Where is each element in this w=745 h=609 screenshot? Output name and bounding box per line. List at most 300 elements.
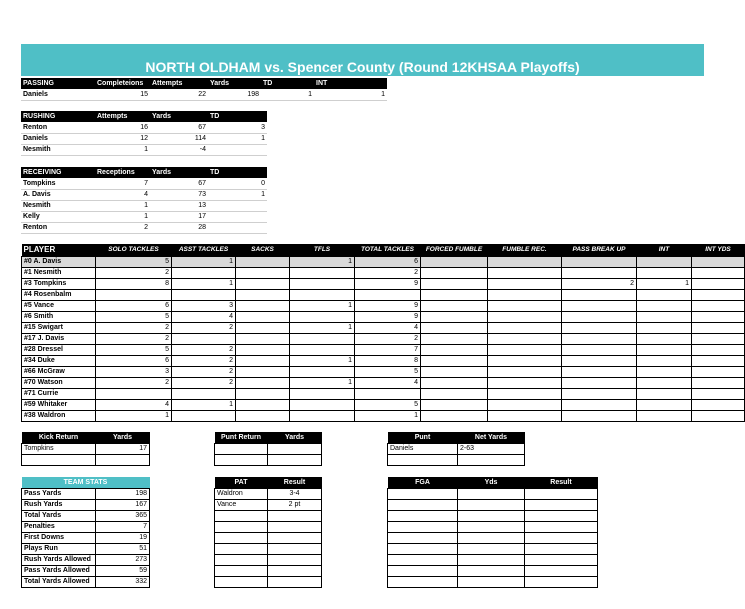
stat-cell[interactable] — [268, 565, 322, 576]
stat-cell[interactable]: 12 — [95, 133, 150, 144]
player-name[interactable] — [388, 499, 458, 510]
stat-cell[interactable] — [562, 311, 637, 322]
player-name[interactable]: #66 McGraw — [22, 366, 96, 377]
stat-cell[interactable] — [236, 377, 290, 388]
stat-cell[interactable]: 5 — [96, 256, 172, 267]
stat-cell[interactable]: 4 — [355, 377, 421, 388]
stat-cell[interactable] — [290, 333, 355, 344]
stat-cell[interactable] — [290, 267, 355, 278]
stat-cell[interactable] — [488, 344, 562, 355]
stat-cell[interactable] — [692, 256, 745, 267]
stat-cell[interactable]: 1 — [95, 144, 150, 155]
stat-cell[interactable]: 19 — [96, 532, 150, 543]
stat-cell[interactable] — [637, 355, 692, 366]
table-row — [22, 454, 150, 465]
kick-return-table — [21, 432, 150, 466]
stat-cell[interactable]: 1 — [172, 278, 236, 289]
stat-cell[interactable] — [488, 355, 562, 366]
player-name[interactable] — [388, 488, 458, 499]
stat-cell[interactable]: 3 — [96, 366, 172, 377]
stat-cell[interactable]: 22 — [150, 89, 208, 100]
stat-cell[interactable] — [458, 454, 525, 465]
stat-cell[interactable] — [290, 311, 355, 322]
stat-cell[interactable]: 2 — [96, 377, 172, 388]
stat-cell[interactable] — [637, 333, 692, 344]
stat-cell[interactable] — [488, 311, 562, 322]
stat-cell[interactable] — [692, 355, 745, 366]
stat-cell[interactable]: 6 — [96, 355, 172, 366]
stat-cell[interactable] — [458, 499, 525, 510]
player-name[interactable] — [215, 532, 268, 543]
stat-cell[interactable]: 2 — [172, 366, 236, 377]
stat-cell[interactable] — [458, 488, 525, 499]
stat-cell[interactable] — [488, 278, 562, 289]
stat-label[interactable]: Rush Yards Allowed — [22, 554, 96, 565]
stat-cell[interactable] — [488, 300, 562, 311]
table-row — [22, 532, 150, 543]
stat-cell[interactable] — [236, 355, 290, 366]
stat-cell[interactable] — [355, 388, 421, 399]
stat-cell[interactable] — [458, 554, 525, 565]
stat-cell[interactable] — [421, 344, 488, 355]
stat-cell[interactable] — [562, 289, 637, 300]
stat-cell[interactable] — [637, 267, 692, 278]
player-name[interactable] — [22, 454, 96, 465]
stat-cell[interactable] — [488, 377, 562, 388]
player-name[interactable]: Tompkins — [22, 443, 96, 454]
stat-cell[interactable] — [692, 377, 745, 388]
stat-cell[interactable] — [525, 576, 598, 587]
player-name[interactable]: Tompkins — [21, 178, 95, 189]
player-name[interactable] — [388, 543, 458, 554]
stat-cell[interactable] — [290, 289, 355, 300]
stat-cell[interactable]: -4 — [150, 144, 208, 155]
stat-cell[interactable] — [458, 576, 525, 587]
stat-cell[interactable] — [421, 267, 488, 278]
player-name[interactable]: #4 Rosenbalm — [22, 289, 96, 300]
stat-cell[interactable]: 9 — [355, 300, 421, 311]
stat-cell[interactable]: 1 — [314, 89, 387, 100]
table-row — [215, 454, 322, 465]
stat-cell[interactable]: 17 — [150, 211, 208, 222]
stat-cell[interactable] — [236, 256, 290, 267]
stat-cell[interactable]: 4 — [95, 189, 150, 200]
stat-label[interactable]: Pass Yards — [22, 488, 96, 499]
stat-cell[interactable] — [562, 256, 637, 267]
player-name[interactable]: Renton — [21, 122, 95, 133]
player-name[interactable] — [215, 510, 268, 521]
stat-cell[interactable] — [236, 333, 290, 344]
stat-cell[interactable] — [236, 388, 290, 399]
kick-return-header — [22, 432, 150, 443]
defense-header-cell: INT YDS — [692, 244, 745, 256]
stat-cell[interactable]: 8 — [355, 355, 421, 366]
stat-cell[interactable]: 1 — [96, 410, 172, 421]
stat-cell[interactable] — [562, 388, 637, 399]
stat-cell[interactable] — [562, 333, 637, 344]
stat-cell[interactable]: 1 — [290, 256, 355, 267]
stat-cell[interactable] — [421, 256, 488, 267]
stat-cell[interactable] — [692, 366, 745, 377]
player-name[interactable]: #17 J. Davis — [22, 333, 96, 344]
player-name[interactable] — [388, 565, 458, 576]
stat-cell[interactable] — [268, 532, 322, 543]
stat-cell[interactable]: 1 — [95, 200, 150, 211]
stat-cell[interactable]: 2 — [172, 322, 236, 333]
passing-header-cell: Completeions — [95, 78, 150, 89]
stat-cell[interactable] — [421, 333, 488, 344]
player-name[interactable] — [215, 565, 268, 576]
table-row — [22, 510, 150, 521]
stat-cell[interactable]: 332 — [96, 576, 150, 587]
stat-cell[interactable]: 2 — [355, 333, 421, 344]
stat-cell[interactable] — [692, 410, 745, 421]
stat-cell[interactable] — [488, 410, 562, 421]
stat-cell[interactable] — [421, 300, 488, 311]
stat-cell[interactable]: 9 — [355, 311, 421, 322]
stat-cell[interactable] — [637, 300, 692, 311]
stat-cell[interactable]: 4 — [96, 399, 172, 410]
player-name[interactable]: #59 Whitaker — [22, 399, 96, 410]
stat-cell[interactable] — [290, 366, 355, 377]
team-stats-table — [21, 477, 150, 588]
stat-cell[interactable] — [458, 532, 525, 543]
stat-cell[interactable] — [421, 355, 488, 366]
stat-cell[interactable] — [692, 399, 745, 410]
stat-cell[interactable]: 198 — [96, 488, 150, 499]
stat-cell[interactable]: 2 — [172, 377, 236, 388]
receiving-table — [21, 167, 267, 234]
stat-cell[interactable] — [421, 388, 488, 399]
player-name[interactable]: Nesmith — [21, 200, 95, 211]
stat-cell[interactable] — [525, 499, 598, 510]
stat-cell[interactable]: 1 — [208, 133, 267, 144]
stat-cell[interactable]: 8 — [96, 278, 172, 289]
stat-cell[interactable]: 5 — [355, 366, 421, 377]
stat-cell[interactable] — [637, 366, 692, 377]
stat-cell[interactable]: 1 — [172, 256, 236, 267]
player-name[interactable]: #3 Tompkins — [22, 278, 96, 289]
stat-cell[interactable]: 2 — [355, 267, 421, 278]
stat-cell[interactable]: 1 — [637, 278, 692, 289]
stat-cell[interactable] — [562, 355, 637, 366]
stat-cell[interactable]: 73 — [150, 189, 208, 200]
stat-cell[interactable] — [268, 521, 322, 532]
stat-cell[interactable] — [236, 267, 290, 278]
stat-cell[interactable]: 67 — [150, 178, 208, 189]
stat-cell[interactable]: 7 — [96, 521, 150, 532]
stat-cell[interactable] — [236, 322, 290, 333]
stat-cell[interactable] — [421, 366, 488, 377]
stat-cell[interactable] — [236, 311, 290, 322]
player-name[interactable]: Renton — [21, 222, 95, 233]
stat-cell[interactable] — [290, 410, 355, 421]
stat-cell[interactable] — [268, 543, 322, 554]
player-name[interactable]: #28 Dressel — [22, 344, 96, 355]
stat-cell[interactable] — [236, 410, 290, 421]
stat-cell[interactable] — [637, 289, 692, 300]
stat-cell[interactable]: 114 — [150, 133, 208, 144]
stat-cell[interactable] — [692, 311, 745, 322]
stat-cell[interactable]: 16 — [95, 122, 150, 133]
player-name[interactable] — [215, 554, 268, 565]
stat-cell[interactable] — [236, 278, 290, 289]
stat-cell[interactable] — [421, 377, 488, 388]
stat-cell[interactable]: 6 — [355, 256, 421, 267]
stat-cell[interactable] — [268, 576, 322, 587]
stat-cell[interactable]: 3 — [172, 300, 236, 311]
player-name[interactable]: A. Davis — [21, 189, 95, 200]
stat-cell[interactable] — [458, 565, 525, 576]
stat-cell[interactable] — [562, 366, 637, 377]
player-name[interactable] — [388, 454, 458, 465]
stat-cell[interactable] — [96, 454, 150, 465]
stat-cell[interactable] — [208, 211, 267, 222]
stat-cell[interactable]: 3-4 — [268, 488, 322, 499]
stat-cell[interactable]: 365 — [96, 510, 150, 521]
player-name[interactable]: Daniels — [21, 133, 95, 144]
stat-cell[interactable] — [208, 222, 267, 233]
stat-cell[interactable]: 5 — [96, 311, 172, 322]
player-name[interactable]: #6 Smith — [22, 311, 96, 322]
stat-cell[interactable] — [290, 388, 355, 399]
stat-cell[interactable] — [421, 322, 488, 333]
stat-cell[interactable] — [236, 366, 290, 377]
stat-cell[interactable] — [562, 377, 637, 388]
player-name[interactable] — [388, 510, 458, 521]
player-name[interactable] — [215, 454, 268, 465]
stat-cell[interactable] — [525, 532, 598, 543]
stat-cell[interactable] — [488, 388, 562, 399]
stat-cell[interactable] — [488, 333, 562, 344]
stat-cell[interactable] — [488, 399, 562, 410]
table-row — [22, 278, 745, 289]
stat-cell[interactable] — [172, 388, 236, 399]
stat-cell[interactable] — [172, 333, 236, 344]
player-name[interactable]: #34 Duke — [22, 355, 96, 366]
stat-cell[interactable] — [692, 344, 745, 355]
stat-cell[interactable]: 2-63 — [458, 443, 525, 454]
stat-cell[interactable] — [637, 388, 692, 399]
player-name[interactable]: #71 Currie — [22, 388, 96, 399]
punt-header — [388, 432, 525, 443]
team-stats-title: TEAM STATS — [22, 477, 150, 488]
stat-cell[interactable] — [562, 344, 637, 355]
stat-cell[interactable] — [562, 399, 637, 410]
stat-cell[interactable]: 15 — [95, 89, 150, 100]
stat-cell[interactable]: 1 — [208, 189, 267, 200]
stat-cell[interactable] — [236, 344, 290, 355]
stat-label[interactable]: Rush Yards — [22, 499, 96, 510]
player-name[interactable]: Kelly — [21, 211, 95, 222]
stat-cell[interactable] — [290, 278, 355, 289]
table-row — [22, 256, 745, 267]
stat-cell[interactable] — [525, 488, 598, 499]
stat-cell[interactable] — [290, 399, 355, 410]
stat-cell[interactable]: 3 — [208, 122, 267, 133]
stat-cell[interactable]: 1 — [290, 355, 355, 366]
stat-cell[interactable] — [525, 565, 598, 576]
stat-cell[interactable]: 1 — [290, 377, 355, 388]
player-name[interactable]: #1 Nesmith — [22, 267, 96, 278]
table-row — [215, 543, 322, 554]
stat-cell[interactable] — [421, 410, 488, 421]
stat-cell[interactable]: 1 — [290, 322, 355, 333]
stat-cell[interactable]: 9 — [355, 278, 421, 289]
stat-label[interactable]: Pass Yards Allowed — [22, 565, 96, 576]
stat-cell[interactable]: 167 — [96, 499, 150, 510]
player-name[interactable] — [215, 576, 268, 587]
stat-cell[interactable] — [172, 410, 236, 421]
stat-cell[interactable]: 5 — [355, 399, 421, 410]
stat-cell[interactable]: 0 — [208, 178, 267, 189]
stat-cell[interactable]: 6 — [96, 300, 172, 311]
stat-cell[interactable] — [637, 311, 692, 322]
stat-cell[interactable] — [355, 289, 421, 300]
stat-label[interactable]: Plays Run — [22, 543, 96, 554]
stat-cell[interactable] — [562, 322, 637, 333]
stat-cell[interactable] — [692, 333, 745, 344]
player-name[interactable]: #15 Swigart — [22, 322, 96, 333]
stat-cell[interactable]: 13 — [150, 200, 208, 211]
player-name[interactable] — [388, 576, 458, 587]
stat-cell[interactable] — [236, 399, 290, 410]
stat-cell[interactable] — [172, 289, 236, 300]
stat-cell[interactable]: 2 — [96, 322, 172, 333]
stat-label[interactable]: Total Yards Allowed — [22, 576, 96, 587]
stat-cell[interactable] — [562, 300, 637, 311]
rushing-table — [21, 111, 267, 156]
stat-cell[interactable] — [268, 454, 322, 465]
stat-cell[interactable] — [172, 267, 236, 278]
stat-cell[interactable] — [637, 399, 692, 410]
stat-cell[interactable]: 2 — [562, 278, 637, 289]
player-name[interactable]: #0 A. Davis — [22, 256, 96, 267]
player-name[interactable]: Vance — [215, 499, 268, 510]
player-name[interactable]: #70 Watson — [22, 377, 96, 388]
stat-cell[interactable]: 17 — [96, 443, 150, 454]
stat-cell[interactable] — [268, 443, 322, 454]
stat-cell[interactable] — [488, 366, 562, 377]
stat-cell[interactable]: 7 — [95, 178, 150, 189]
stat-label[interactable]: Total Yards — [22, 510, 96, 521]
stat-cell[interactable]: 4 — [172, 311, 236, 322]
stat-cell[interactable]: 2 — [172, 344, 236, 355]
rushing-header-cell: TD — [208, 111, 267, 122]
player-name[interactable] — [215, 443, 268, 454]
stat-cell[interactable] — [692, 388, 745, 399]
stat-cell[interactable]: 1 — [172, 399, 236, 410]
stat-cell[interactable] — [637, 256, 692, 267]
stat-cell[interactable] — [562, 410, 637, 421]
stat-cell[interactable]: 198 — [208, 89, 261, 100]
stat-cell[interactable] — [421, 278, 488, 289]
stat-cell[interactable] — [637, 377, 692, 388]
stat-cell[interactable] — [488, 267, 562, 278]
stat-cell[interactable] — [268, 554, 322, 565]
stat-label[interactable]: First Downs — [22, 532, 96, 543]
stat-cell[interactable]: 28 — [150, 222, 208, 233]
stat-cell[interactable] — [268, 510, 322, 521]
player-name[interactable] — [215, 521, 268, 532]
stat-cell[interactable]: 5 — [96, 344, 172, 355]
table-row — [22, 399, 745, 410]
stat-cell[interactable] — [692, 322, 745, 333]
passing-header-cell: PASSING — [21, 78, 95, 89]
stat-cell[interactable] — [692, 278, 745, 289]
stat-cell[interactable] — [421, 289, 488, 300]
stat-cell[interactable] — [208, 144, 267, 155]
stat-cell[interactable] — [236, 300, 290, 311]
stat-cell[interactable] — [562, 267, 637, 278]
stat-cell[interactable]: 273 — [96, 554, 150, 565]
stat-cell[interactable] — [96, 289, 172, 300]
player-name[interactable] — [388, 521, 458, 532]
stat-cell[interactable] — [458, 510, 525, 521]
stat-cell[interactable] — [525, 543, 598, 554]
stat-cell[interactable] — [96, 388, 172, 399]
stat-cell[interactable]: 67 — [150, 122, 208, 133]
stat-cell[interactable] — [692, 267, 745, 278]
stat-cell[interactable] — [488, 256, 562, 267]
stat-cell[interactable]: 2 — [96, 333, 172, 344]
stat-cell[interactable]: 1 — [261, 89, 314, 100]
stat-cell[interactable] — [525, 521, 598, 532]
stat-cell[interactable] — [637, 344, 692, 355]
stat-cell[interactable]: 7 — [355, 344, 421, 355]
player-name[interactable] — [215, 543, 268, 554]
stat-cell[interactable]: 1 — [290, 300, 355, 311]
player-name[interactable]: Daniels — [388, 443, 458, 454]
punt-header-cell: Punt — [388, 432, 458, 443]
player-name[interactable]: Waldron — [215, 488, 268, 499]
stat-cell[interactable] — [637, 410, 692, 421]
stat-label[interactable]: Penalties — [22, 521, 96, 532]
stat-cell[interactable]: 59 — [96, 565, 150, 576]
stat-cell[interactable] — [458, 521, 525, 532]
fga-header — [388, 477, 598, 488]
stat-cell[interactable]: 2 — [172, 355, 236, 366]
player-name[interactable]: Daniels — [21, 89, 95, 100]
stat-cell[interactable] — [692, 300, 745, 311]
stat-cell[interactable]: 4 — [355, 322, 421, 333]
stat-cell[interactable] — [458, 543, 525, 554]
stat-cell[interactable]: 1 — [95, 211, 150, 222]
stat-cell[interactable] — [290, 344, 355, 355]
player-name[interactable] — [388, 532, 458, 543]
stat-cell[interactable] — [488, 289, 562, 300]
stat-cell[interactable]: 2 — [95, 222, 150, 233]
stat-cell[interactable] — [525, 554, 598, 565]
stat-cell[interactable]: 1 — [355, 410, 421, 421]
stat-cell[interactable] — [421, 311, 488, 322]
player-name[interactable]: Nesmith — [21, 144, 95, 155]
stat-cell[interactable]: 2 pt — [268, 499, 322, 510]
player-name[interactable] — [388, 554, 458, 565]
stat-cell[interactable] — [525, 510, 598, 521]
stat-cell[interactable] — [236, 289, 290, 300]
stat-cell[interactable] — [637, 322, 692, 333]
player-name[interactable]: #5 Vance — [22, 300, 96, 311]
stat-cell[interactable] — [208, 200, 267, 211]
table-row — [22, 300, 745, 311]
stat-cell[interactable] — [488, 322, 562, 333]
stat-cell[interactable]: 51 — [96, 543, 150, 554]
player-name[interactable]: #38 Waldron — [22, 410, 96, 421]
stat-cell[interactable] — [692, 289, 745, 300]
stat-cell[interactable] — [421, 399, 488, 410]
stat-cell[interactable]: 2 — [96, 267, 172, 278]
